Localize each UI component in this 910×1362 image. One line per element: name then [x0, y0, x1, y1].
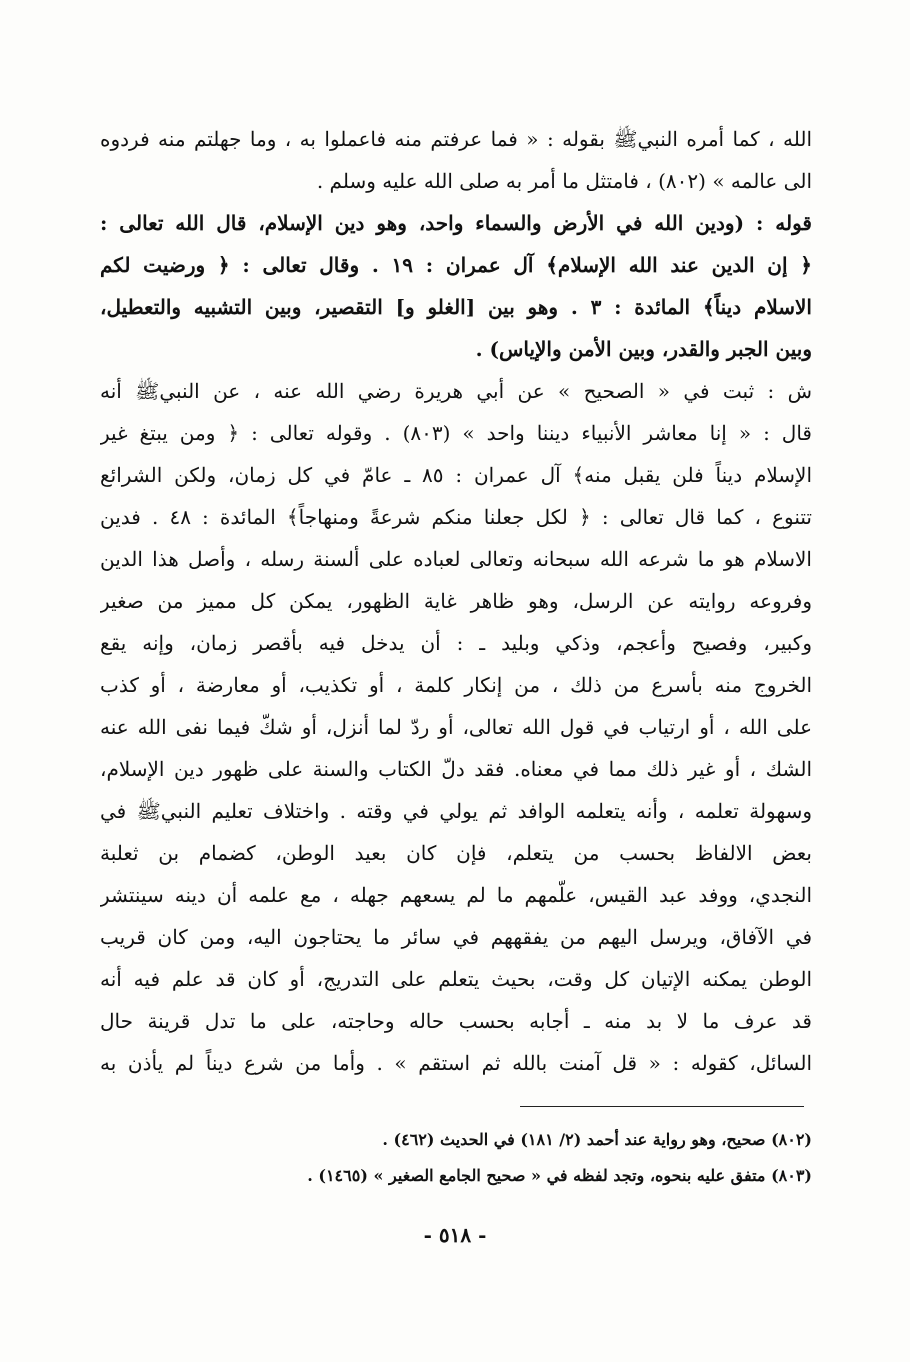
text-line: قال : « إنا معاشر الأنبياء ديننا واحد » (٨٠٣) . وقوله تعالى : ﴿ ومن يبتغ غير	[100, 421, 812, 445]
text-line: وكبير، وفصيح وأعجم، وذكي وبليد ـ : أن يدخل فيه بأقصر زمان، وإنه يقع	[100, 631, 812, 655]
footnote-divider	[520, 1106, 804, 1107]
text-line: السائل، كقوله : « قل آمنت بالله ثم استقم » . وأما من شرع ديناً لم يأذن به	[100, 1051, 812, 1075]
text-line: الإسلام ديناً فلن يقبل منه﴾ آل عمران : ٨٥ ـ عامّ في كل زمان، ولكن الشرائع	[100, 463, 812, 487]
main-text	[100, 118, 812, 1084]
page-number: - ٥١٨ -	[423, 1223, 487, 1247]
text-line: الخروج منه بأسرع من ذلك ، من إنكار كلمة ، أو تكذيب، أو معارضة ، أو كذب	[100, 673, 812, 697]
footnote-803: (٨٠٣) متفق عليه بنحوه، وتجد لفظه في « صحيح الجامع الصغير » (١٤٦٥) .	[307, 1166, 812, 1185]
text-line: الى عالمه » (٨٠٢) ، فامتثل ما أمر به صلى الله عليه وسلم .	[316, 169, 812, 193]
footnote-802: (٨٠٢) صحيح، وهو رواية عند أحمد (٢/ ١٨١) في الحديث (٤٦٢) .	[382, 1130, 812, 1149]
text-line: وبين الجبر والقدر، وبين الأمن والإياس) .	[475, 337, 812, 361]
text-line: الله ، كما أمره النبيﷺ بقوله : « فما عرفتم منه فاعملوا به ، وما جهلتم منه فردوه	[100, 127, 812, 151]
text-line: ﴿ إن الدين عند الله الإسلام﴾ آل عمران : ١٩ . وقال تعالى : ﴿ ورضيت لكم	[100, 253, 812, 277]
text-line: تتنوع ، كما قال تعالى : ﴿ لكل جعلنا منكم شرعةً ومنهاجاً﴾ المائدة : ٤٨ . فدين	[100, 505, 812, 529]
text-line: الاسلام هو ما شرعه الله سبحانه وتعالى لعباده على ألسنة رسله ، وأصل هذا الدين	[100, 547, 812, 571]
text-line: وسهولة تعلمه ، وأنه يتعلمه الوافد ثم يولي في وقته . واختلاف تعليم النبيﷺ في	[100, 799, 812, 823]
text-line: الشك ، أو غير ذلك مما في معناه. فقد دلّ الكتاب والسنة على ظهور دين الإسلام،	[100, 757, 812, 781]
text-line: على الله ، أو ارتياب في قول الله تعالى، أو ردّ لما أنزل، أو شكّ فيما نفى الله عنه	[100, 715, 812, 739]
text-line: النجدي، ووفد عبد القيس، علّمهم ما لم يسعهم جهله ، مع علمه أن دينه سينتشر	[100, 883, 812, 907]
text-line: قد عرف ما لا بد منه ـ أجابه بحسب حاله وحاجته، على ما تدل قرينة حال	[100, 1009, 812, 1033]
footnotes	[240, 1122, 812, 1194]
text-line: وفروعه روايته عن الرسل، وهو ظاهر غاية الظهور، يمكن كل مميز من صغير	[100, 589, 812, 613]
text-line: في الآفاق، ويرسل اليهم من يفقههم في سائر ما يحتاجون اليه، ومن كان قريب	[100, 925, 812, 949]
text-line: ش : ثبت في « الصحيح » عن أبي هريرة رضي الله عنه ، عن النبيﷺ أنه	[100, 379, 812, 403]
text-line: بعض الالفاظ بحسب من يتعلم، فإن كان بعيد الوطن، كضمام بن ثعلبة	[100, 841, 812, 865]
text-line: الاسلام ديناً﴾ المائدة : ٣ . وهو بين [الغلو و] التقصير، وبين التشبيه والتعطيل،	[100, 295, 812, 319]
text-line: الوطن يمكنه الإتيان كل وقت، بحيث يتعلم على التدريج، أو كان قد علم فيه أنه	[100, 967, 812, 991]
text-line: قوله : (ودين الله في الأرض والسماء واحد، وهو دين الإسلام، قال الله تعالى :	[100, 211, 812, 235]
